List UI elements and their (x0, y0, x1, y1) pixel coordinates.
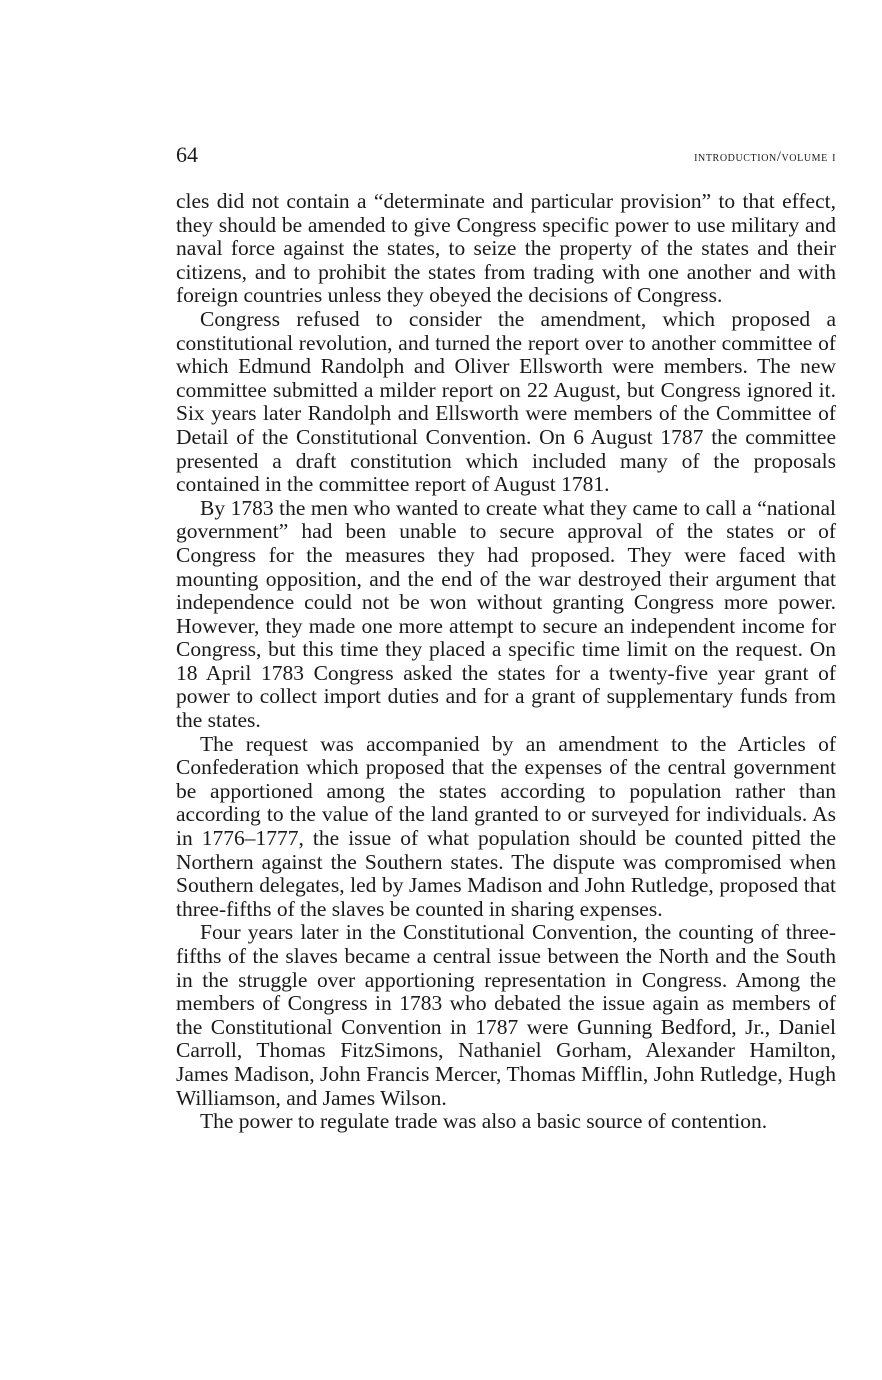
running-head (176, 140, 836, 170)
paragraph: By 1783 the men who wanted to create what they came to call a “national government” had been unable to secure approval of the states or of Congress for the measures they had proposed. They were faced with mounting opposition, and the end of the war destroyed their argument that independence could not be won without granting Congress more power. However, they made one more attempt to secure an independent income for Congress, but this time they placed a specific time limit on the request. On 18 April 1783 Congress asked the states for a twenty-five year grant of power to collect import duties and for a grant of supplementary funds from the states. (176, 495, 836, 733)
paragraph: Congress refused to consider the amendment, which proposed a constitutional revolution, and turned the report over to another committee of which Edmund Randolph and Oliver Ellsworth were members. The new committee submitted a milder report on 22 August, but Congress ignored it. Six years later Randolph and Ellsworth were members of the Committee of Detail of the Constitutional Convention. On 6 August 1787 the committee presented a draft constitution which included many of the proposals contained in the committee report of August 1781. (176, 306, 836, 497)
body-text (176, 190, 836, 1134)
running-title: introduction/volume i (694, 149, 836, 165)
paragraph: Four years later in the Constitutional Convention, the counting of three-fifths of the slaves became a central issue between the North and the South in the struggle over apportioning representation in Congress. Among the members of Congress in 1783 who debated the issue again as members of the Constitutional Convention in 1787 were Gunning Bedford, Jr., Daniel Carroll, Thomas FitzSimons, Nathaniel Gorham, Alexander Hamilton, James Madison, John Francis Mercer, Thomas Mifflin, John Rutledge, Hugh Williamson, and James Wilson. (176, 920, 836, 1110)
paragraph-continued: cles did not contain a “determinate and particular provision” to that effect, they should be amended to give Congress specific power to use military and naval force against the states, to seize the property of the states and their citizens, and to prohibit the states from trading with one another and with foreign countries unless they obeyed the decisions of Congress. (176, 189, 836, 308)
paragraph: The request was accompanied by an amendment to the Articles of Confederation which proposed that the expenses of the central government be apportioned among the states according to population rather than according to the value of the land granted to or surveyed for individuals. As in 1776–1777, the issue of what population should be counted pitted the Northern against the Southern states. The dispute was compromised when Southern delegates, led by James Madison and John Rutledge, proposed that three-fifths of the slaves be counted in sharing expenses. (176, 731, 836, 921)
page-number: 64 (176, 142, 198, 167)
paragraph: The power to regulate trade was also a basic source of contention. (200, 1109, 768, 1134)
